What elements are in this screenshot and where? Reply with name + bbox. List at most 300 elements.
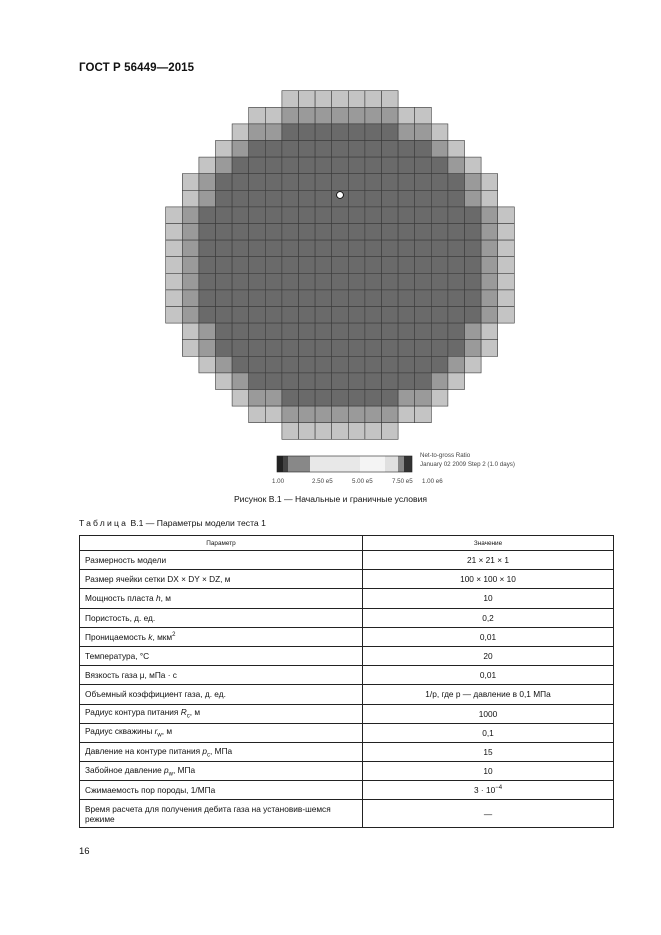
parameters-table: [79, 535, 614, 828]
grid-cell: [332, 257, 349, 274]
grid-cell: [415, 257, 432, 274]
grid-cell: [216, 174, 233, 191]
grid-cell: [431, 174, 448, 191]
parameter-text: Температура, °С: [85, 651, 150, 662]
value-cell: [363, 551, 614, 570]
value-text: 100 × 100 × 10: [460, 574, 516, 585]
well-marker: [337, 192, 344, 199]
grid-cell: [365, 174, 382, 191]
boundary-cell: [166, 240, 183, 257]
value-cell: [363, 685, 614, 704]
edge-cell: [431, 141, 448, 158]
legend-bar-segment: [385, 456, 398, 472]
grid-cell: [199, 290, 216, 307]
legend-tick-labels: [270, 478, 443, 486]
table-row: [80, 800, 614, 828]
grid-cell: [265, 157, 282, 174]
grid-cell: [382, 141, 399, 158]
grid-cell: [415, 273, 432, 290]
value-cell: [363, 570, 614, 589]
boundary-cell: [448, 373, 465, 390]
grid-cell: [315, 190, 332, 207]
grid-cell: [282, 190, 299, 207]
edge-cell: [481, 273, 498, 290]
grid-cell: [199, 224, 216, 241]
grid-cell: [398, 224, 415, 241]
grid-cell: [332, 373, 349, 390]
grid-cell: [348, 207, 365, 224]
grid-cell: [216, 190, 233, 207]
boundary-cell: [398, 406, 415, 423]
grid-cell: [315, 373, 332, 390]
grid-cell: [448, 340, 465, 357]
grid-cell: [315, 390, 332, 407]
value-text: 10: [483, 593, 493, 604]
table-row: [80, 666, 614, 685]
page-number: 16: [79, 846, 90, 857]
boundary-cell: [431, 124, 448, 141]
edge-cell: [282, 107, 299, 124]
grid-cell: [398, 141, 415, 158]
boundary-cell: [166, 290, 183, 307]
edge-cell: [265, 390, 282, 407]
edge-cell: [465, 190, 482, 207]
grid-cell: [332, 307, 349, 324]
grid-cell: [249, 141, 266, 158]
grid-cell: [431, 240, 448, 257]
grid-cell: [265, 207, 282, 224]
boundary-cell: [365, 91, 382, 108]
grid-cell: [315, 273, 332, 290]
grid-cell: [282, 273, 299, 290]
grid-cell: [199, 240, 216, 257]
edge-cell: [415, 390, 432, 407]
grid-cell: [299, 257, 316, 274]
edge-cell: [431, 373, 448, 390]
edge-cell: [365, 406, 382, 423]
grid-cell: [415, 157, 432, 174]
grid-cell: [249, 240, 266, 257]
table-title-text: В.1 — Параметры модели теста 1: [128, 518, 266, 528]
grid-cell: [232, 356, 249, 373]
grid-cell: [199, 207, 216, 224]
grid-cell: [282, 257, 299, 274]
grid-cell: [348, 190, 365, 207]
grid-cell: [299, 273, 316, 290]
grid-cell: [265, 141, 282, 158]
grid-cell: [398, 340, 415, 357]
grid-cell: [365, 273, 382, 290]
boundary-cell: [498, 257, 515, 274]
grid-cell: [465, 273, 482, 290]
grid-cell: [299, 373, 316, 390]
grid-cell: [249, 290, 266, 307]
parameter-subscript: w: [157, 733, 162, 740]
grid-cell: [348, 124, 365, 141]
grid-cell: [282, 141, 299, 158]
legend-tick: 5.00 e5: [352, 478, 373, 485]
legend-tick: 1.00: [272, 478, 285, 485]
grid-cell: [315, 157, 332, 174]
value-cell: [363, 608, 614, 627]
grid-cell: [265, 373, 282, 390]
table-title: [79, 518, 266, 528]
edge-cell: [415, 124, 432, 141]
edge-cell: [249, 124, 266, 141]
boundary-cell: [232, 390, 249, 407]
grid-cell: [282, 240, 299, 257]
value-text: 10: [483, 766, 493, 777]
grid-cell: [216, 323, 233, 340]
boundary-cell: [182, 174, 199, 191]
parameter-subscript: c: [207, 752, 211, 759]
grid-cell: [382, 240, 399, 257]
grid-cell: [265, 190, 282, 207]
grid-cell: [232, 307, 249, 324]
grid-cell: [332, 207, 349, 224]
grid-cell: [448, 273, 465, 290]
grid-cell: [249, 190, 266, 207]
boundary-cell: [182, 340, 199, 357]
grid-cell: [232, 190, 249, 207]
parameter-text: Давление на контуре питания: [85, 745, 203, 756]
boundary-cell: [415, 107, 432, 124]
grid-cell: [265, 240, 282, 257]
table-row: [80, 646, 614, 665]
value-text: 21 × 21 × 1: [467, 555, 509, 566]
legend-bar-segment: [277, 456, 283, 472]
grid-cell: [299, 141, 316, 158]
boundary-cell: [182, 323, 199, 340]
edge-cell: [232, 141, 249, 158]
grid-cell: [332, 124, 349, 141]
grid-cell: [249, 356, 266, 373]
boundary-cell: [216, 373, 233, 390]
parameter-cell: [80, 570, 363, 589]
grid-cell: [315, 290, 332, 307]
grid-cell: [382, 290, 399, 307]
parameter-cell: [80, 666, 363, 685]
grid-cell: [282, 373, 299, 390]
value-cell: [363, 781, 614, 800]
boundary-cell: [498, 290, 515, 307]
edge-cell: [481, 257, 498, 274]
grid-cell: [415, 340, 432, 357]
edge-cell: [199, 174, 216, 191]
grid-cell: [348, 240, 365, 257]
grid-cell: [398, 273, 415, 290]
grid-cell: [431, 307, 448, 324]
boundary-cell: [498, 307, 515, 324]
parameter-text: Проницаемость: [85, 631, 149, 642]
grid-cell: [332, 340, 349, 357]
boundary-cell: [365, 423, 382, 440]
grid-cell: [431, 257, 448, 274]
grid-cell: [265, 257, 282, 274]
grid-cell: [448, 240, 465, 257]
boundary-cell: [265, 406, 282, 423]
boundary-cell: [348, 423, 365, 440]
edge-cell: [265, 124, 282, 141]
grid-cell: [282, 356, 299, 373]
grid-cell: [382, 207, 399, 224]
parameter-text: Мощность пласта: [85, 593, 156, 604]
grid-cell: [415, 174, 432, 191]
table-row: [80, 762, 614, 781]
grid-cell: [465, 307, 482, 324]
value-text: 3 · 10: [473, 785, 496, 796]
grid-cell: [232, 257, 249, 274]
edge-cell: [398, 390, 415, 407]
edge-cell: [481, 207, 498, 224]
boundary-cell: [249, 406, 266, 423]
legend-bar-segment: [288, 456, 310, 472]
grid-cell: [398, 323, 415, 340]
grid-cell: [315, 356, 332, 373]
edge-cell: [182, 240, 199, 257]
edge-cell: [382, 107, 399, 124]
parameter-symbol: k: [148, 631, 153, 642]
boundary-cell: [166, 273, 183, 290]
boundary-cell: [382, 423, 399, 440]
grid-cell: [315, 307, 332, 324]
grid-cell: [382, 157, 399, 174]
grid-cell: [299, 356, 316, 373]
grid-cell: [365, 257, 382, 274]
edge-cell: [182, 273, 199, 290]
edge-cell: [249, 390, 266, 407]
value-cell: [363, 762, 614, 781]
boundary-cell: [465, 356, 482, 373]
parameter-text: Радиус контура питания: [85, 707, 181, 718]
grid-cell: [382, 257, 399, 274]
boundary-cell: [299, 91, 316, 108]
grid-cell: [216, 290, 233, 307]
grid-cell: [315, 323, 332, 340]
edge-cell: [448, 356, 465, 373]
grid-cell: [315, 207, 332, 224]
edge-cell: [315, 406, 332, 423]
grid-cell: [282, 390, 299, 407]
boundary-cell: [465, 157, 482, 174]
boundary-cell: [199, 157, 216, 174]
table-row: [80, 570, 614, 589]
legend-date-step: January 02 2009 Step 2 (1.0 days): [420, 461, 515, 468]
grid-cell: [382, 174, 399, 191]
boundary-cell: [199, 356, 216, 373]
figure-caption: Рисунок В.1 — Начальные и граничные условия: [233, 494, 428, 504]
grid-cell: [398, 373, 415, 390]
table-row: [80, 685, 614, 704]
grid-cell: [348, 323, 365, 340]
value-cell: [363, 589, 614, 608]
value-text: 0,1: [482, 727, 494, 738]
value-text: 20: [483, 651, 493, 662]
value-cell: [363, 704, 614, 723]
parameter-cell: [80, 589, 363, 608]
grid-cell: [299, 340, 316, 357]
parameter-cell: [80, 762, 363, 781]
parameter-text: Забойное давление: [85, 764, 165, 775]
grid-cell: [448, 174, 465, 191]
grid-cell: [348, 290, 365, 307]
boundary-cell: [431, 390, 448, 407]
grid-cell: [365, 207, 382, 224]
value-text: 1/p, где p — давление в 0,1 МПа: [425, 689, 551, 700]
table-row: [80, 608, 614, 627]
grid-cell: [315, 257, 332, 274]
legend-tick: 2.50 e5: [312, 478, 333, 485]
value-text: 0,2: [482, 612, 494, 623]
edge-cell: [348, 406, 365, 423]
grid-cell: [365, 307, 382, 324]
grid-cell: [299, 290, 316, 307]
value-cell: [363, 646, 614, 665]
boundary-cell: [299, 423, 316, 440]
table-row: [80, 589, 614, 608]
edge-cell: [481, 307, 498, 324]
parameter-text: Размер ячейки сетки DX × DY × DZ, м: [85, 574, 231, 585]
boundary-cell: [398, 107, 415, 124]
edge-cell: [216, 157, 233, 174]
boundary-cell: [415, 406, 432, 423]
grid-cell: [299, 323, 316, 340]
legend-bar-segment: [404, 456, 412, 472]
grid-cell: [431, 290, 448, 307]
grid-cell: [315, 141, 332, 158]
grid-cell: [332, 224, 349, 241]
grid-cell: [216, 257, 233, 274]
parameter-cell: [80, 800, 363, 828]
value-text: —: [483, 808, 493, 819]
grid-cell: [315, 124, 332, 141]
grid-cell: [431, 273, 448, 290]
boundary-cell: [282, 91, 299, 108]
edge-cell: [299, 406, 316, 423]
parameter-unit: , м: [160, 593, 171, 604]
grid-cell: [216, 273, 233, 290]
parameter-symbol: h: [155, 593, 161, 604]
grid-cell: [282, 124, 299, 141]
parameter-cell: [80, 646, 363, 665]
parameter-unit: , мкм: [152, 631, 173, 642]
grid-cell: [431, 224, 448, 241]
value-text: 15: [483, 746, 493, 757]
grid-cell: [265, 340, 282, 357]
edge-cell: [465, 174, 482, 191]
grid-cell: [299, 157, 316, 174]
grid-cell: [282, 157, 299, 174]
grid-cell: [265, 307, 282, 324]
grid-cell: [216, 207, 233, 224]
grid-cell: [232, 240, 249, 257]
grid-cell: [382, 190, 399, 207]
column-header-parameter: Параметр: [80, 536, 363, 551]
grid-cell: [365, 124, 382, 141]
grid-cell: [431, 323, 448, 340]
grid-cell: [415, 323, 432, 340]
grid-cell: [348, 373, 365, 390]
grid-cell: [249, 273, 266, 290]
grid-cell: [299, 174, 316, 191]
value-superscript: −4: [495, 785, 503, 792]
column-header-value: Значение: [363, 536, 614, 551]
boundary-cell: [166, 257, 183, 274]
value-cell: [363, 627, 614, 646]
grid-cell: [465, 207, 482, 224]
boundary-cell: [481, 174, 498, 191]
table-row: [80, 723, 614, 742]
edge-cell: [315, 107, 332, 124]
grid-cell: [299, 190, 316, 207]
grid-cell: [465, 290, 482, 307]
grid-cell: [249, 207, 266, 224]
grid-cell: [431, 190, 448, 207]
boundary-cell: [332, 423, 349, 440]
grid-cell: [415, 224, 432, 241]
table-row: [80, 742, 614, 761]
boundary-cell: [315, 423, 332, 440]
grid-cell: [249, 174, 266, 191]
grid-cell: [431, 207, 448, 224]
grid-cell: [365, 340, 382, 357]
grid-cell: [265, 323, 282, 340]
parameter-symbol: p: [164, 764, 169, 775]
table-row: [80, 627, 614, 646]
boundary-cell: [315, 91, 332, 108]
grid-cell: [448, 323, 465, 340]
legend-title: Net-to-gross Ratio: [420, 452, 471, 459]
edge-cell: [182, 307, 199, 324]
grid-cell: [299, 224, 316, 241]
boundary-cell: [498, 224, 515, 241]
boundary-cell: [348, 91, 365, 108]
value-text: 0,01: [479, 670, 497, 681]
legend-bar-segment: [360, 456, 385, 472]
grid-cell: [282, 207, 299, 224]
grid-cell: [315, 340, 332, 357]
grid-cell: [332, 141, 349, 158]
grid-cell: [249, 157, 266, 174]
grid-cell: [465, 224, 482, 241]
grid-cell: [415, 190, 432, 207]
parameter-text: Размерность модели: [85, 555, 167, 566]
table-header-row: [80, 536, 614, 551]
legend-tick: 1.00 e6: [422, 478, 443, 485]
edge-cell: [481, 224, 498, 241]
edge-cell: [465, 340, 482, 357]
parameter-text: Время расчета для получения дебита газа на установив-шемся режиме: [85, 803, 331, 824]
parameter-text: Радиус скважины: [85, 726, 155, 737]
edge-cell: [382, 406, 399, 423]
grid-cell: [382, 124, 399, 141]
grid-cell: [199, 273, 216, 290]
parameter-cell: [80, 781, 363, 800]
value-cell: [363, 800, 614, 828]
grid-cell: [382, 273, 399, 290]
grid-cell: [348, 224, 365, 241]
grid-cell: [448, 257, 465, 274]
edge-cell: [299, 107, 316, 124]
boundary-cell: [481, 340, 498, 357]
grid-cell: [431, 340, 448, 357]
parameter-text: Сжимаемость пор породы, 1/МПа: [85, 785, 216, 796]
parameter-symbol: p: [202, 745, 208, 756]
grid-cell: [415, 207, 432, 224]
grid-cell: [282, 290, 299, 307]
grid-cell: [415, 141, 432, 158]
grid-cell: [332, 273, 349, 290]
